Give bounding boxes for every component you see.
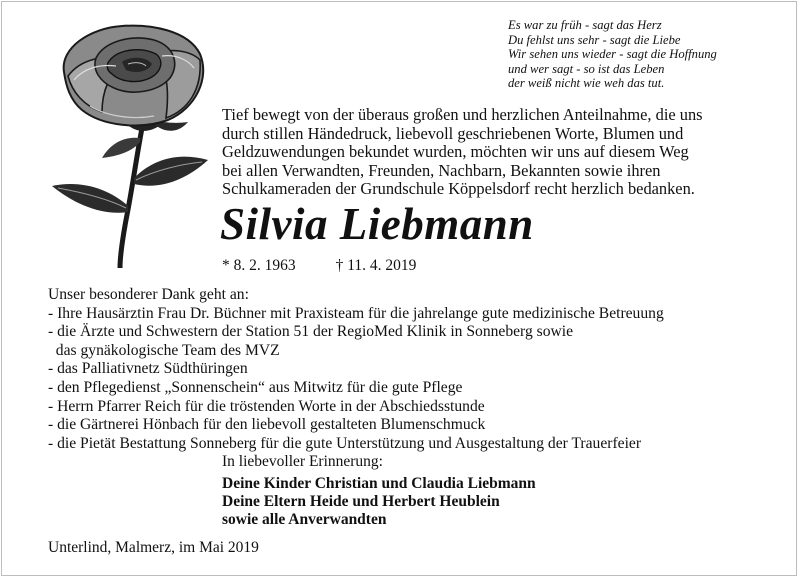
thanks-item: - das Palliativnetz Südthüringen [48, 360, 248, 378]
signer-line: sowie alle Anverwandten [222, 511, 387, 528]
thanks-item: - Herrn Pfarrer Reich für die tröstenden Worte in der Abschiedsstunde [48, 397, 485, 415]
death-date: † 11. 4. 2019 [335, 257, 417, 274]
poem-line: Es war zu früh - sagt das Herz [508, 18, 662, 32]
thanks-list [48, 286, 788, 453]
thanks-item: - die Pietät Bestattung Sonneberg für die gute Unterstützung und Ausgestaltung der Trauerfeier [48, 434, 642, 452]
thanks-item: - die Gärtnerei Hönbach für den liebevoll gestalteten Blumenschmuck [48, 416, 486, 434]
rose-icon [50, 20, 215, 268]
poem-line: und wer sagt - so ist das Leben [508, 61, 665, 76]
place-date: Unterlind, Malmerz, im Mai 2019 [48, 539, 259, 556]
thanks-item: - Ihre Hausärztin Frau Dr. Büchner mit Praxisteam für die jahrelange gute medizinische Betreuung [48, 304, 664, 322]
poem [508, 18, 798, 91]
thanks-item: - die Ärzte und Schwestern der Station 51 der RegioMed Klinik in Sonneberg sowie [48, 323, 574, 341]
intro-line: bei allen Verwandten, Freunden, Nachbarn, Bekannten sowie ihren [222, 160, 661, 180]
thanks-heading: Unser besonderer Dank geht an: [48, 286, 249, 303]
intro-paragraph [222, 106, 782, 199]
intro-line: Tief bewegt von der überaus großen und herzlichen Anteilnahme, die uns [222, 105, 703, 124]
deceased-name: Silvia Liebmann [220, 199, 534, 249]
life-dates [222, 257, 416, 275]
signer-line: Deine Kinder Christian und Claudia Liebmann [222, 475, 536, 492]
intro-line: Geldzuwendungen bekundet wurden, möchten wir uns auf diesem Weg [222, 142, 689, 162]
signers [222, 475, 536, 529]
poem-line: der weiß nicht wie weh das tut. [508, 76, 665, 91]
birth-date: * 8. 2. 1963 [222, 257, 296, 274]
thanks-item: das gynäkologische Team des MVZ [48, 341, 280, 359]
poem-line: Du fehlst uns sehr - sagt die Liebe [508, 32, 681, 47]
poem-line: Wir sehen uns wieder - sagt die Hoffnung [508, 47, 717, 62]
intro-line: Schulkameraden der Grundschule Köppelsdorf recht herzlich bedanken. [222, 179, 695, 199]
intro-line: durch stillen Händedruck, liebevoll geschriebenen Worte, Blumen und [222, 123, 684, 143]
signer-line: Deine Eltern Heide und Herbert Heublein [222, 493, 500, 510]
memory-line: In liebevoller Erinnerung: [222, 453, 383, 470]
thanks-item: - den Pflegedienst „Sonnenschein“ aus Mitwitz für die gute Pflege [48, 378, 463, 396]
